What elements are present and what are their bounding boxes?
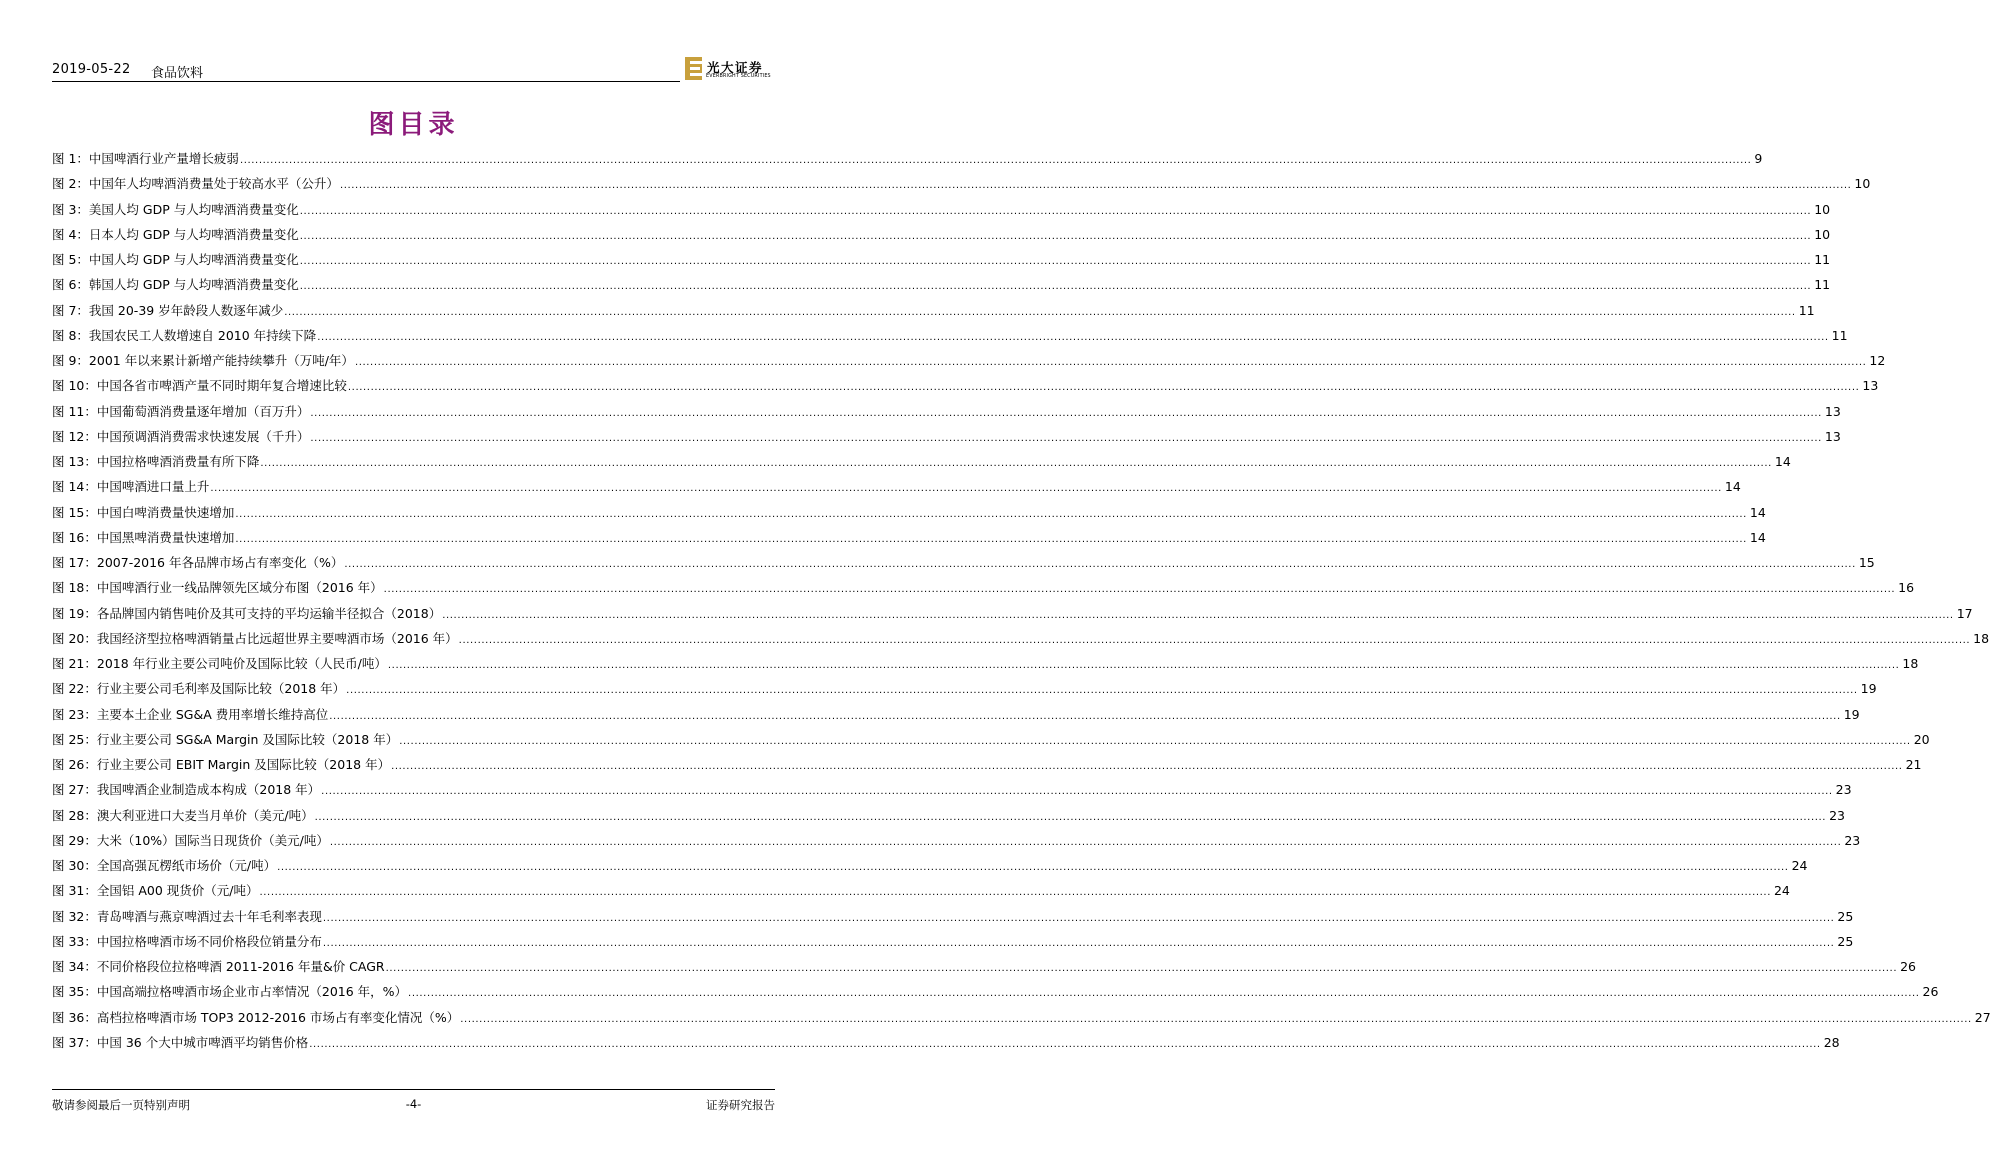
toc-entry-label: 图 27：我国啤酒企业制造成本构成（2018 年） — [52, 782, 321, 798]
toc-entry-label: 图 28：澳大利亚进口大麦当月单价（美元/吨） — [52, 807, 314, 823]
toc-dot-leader: ................................................................................................................................................................................................................................................................................................................................................................................................................ — [385, 963, 1898, 974]
toc-entry-page: 14 — [1749, 529, 1766, 545]
toc-entry-label: 图 22：行业主要公司毛利率及国际比较（2018 年） — [52, 681, 346, 697]
logo-chinese-name: 光大证券 — [707, 60, 764, 75]
toc-entry[interactable] — [52, 503, 1766, 528]
toc-entry-page: 9 — [1754, 151, 1763, 166]
toc-dot-leader: ................................................................................................................................................................................................................................................................................................................................................................................................................ — [322, 912, 1835, 924]
toc-entry[interactable] — [52, 275, 1831, 300]
toc-entry-page: 10 — [1814, 201, 1831, 217]
toc-entry-label: 图 1：中国啤酒行业产量增长疲弱 — [52, 151, 239, 166]
toc-entry-label: 图 8：我国农民工人数增速自 2010 年持续下降 — [52, 327, 317, 343]
toc-entry-label: 图 9：2001 年以来累计新增产能持续攀升（万吨/年） — [52, 353, 354, 368]
toc-entry-label: 图 23：主要本土企业 SG&A 费用率增长维持高位 — [52, 706, 329, 722]
toc-entry-label: 图 7：我国 20-39 岁年龄段人数逐年减少 — [52, 302, 284, 318]
toc-entry[interactable] — [52, 730, 1930, 755]
toc-entry[interactable] — [52, 705, 1860, 730]
toc-entry-page: 19 — [1860, 681, 1877, 697]
toc-dot-leader: ................................................................................................................................................................................................................................................................................................................................................................................................................ — [329, 836, 1842, 848]
toc-dot-leader: ................................................................................................................................................................................................................................................................................................................................................................................................................ — [277, 862, 1789, 873]
toc-entry-label: 图 35：中国高端拉格啤酒市场企业市占率情况（2016 年，%） — [52, 984, 408, 1000]
toc-dot-leader: ................................................................................................................................................................................................................................................................................................................................................................................................................ — [383, 584, 1896, 596]
toc-entry-label: 图 5：中国人均 GDP 与人均啤酒消费量变化 — [52, 252, 299, 267]
toc-dot-leader: ................................................................................................................................................................................................................................................................................................................................................................................................................ — [408, 988, 1920, 1000]
toc-entry-label: 图 17：2007-2016 年各品牌市场占有率变化（%） — [52, 555, 344, 570]
toc-entry-label: 图 4：日本人均 GDP 与人均啤酒消费量变化 — [52, 226, 299, 242]
toc-entry-page: 18 — [1902, 656, 1919, 671]
toc-dot-leader: ................................................................................................................................................................................................................................................................................................................................................................................................................ — [210, 483, 1722, 495]
toc-entry[interactable] — [52, 679, 1877, 704]
toc-entry-label: 图 6：韩国人均 GDP 与人均啤酒消费量变化 — [52, 277, 299, 293]
toc-entry-page: 14 — [1749, 504, 1766, 520]
toc-entry[interactable] — [52, 427, 1841, 452]
toc-entry[interactable] — [52, 326, 1848, 351]
toc-entry[interactable] — [52, 351, 1886, 376]
toc-entry-label: 图 21：2018 年行业主要公司吨价及国际比较（人民币/吨） — [52, 656, 387, 671]
footer-report-type: 证券研究报告 — [706, 1098, 775, 1112]
toc-entry-page: 26 — [1922, 984, 1939, 1000]
toc-entry[interactable] — [52, 174, 1871, 199]
logo-english-name: EVERBRIGHT SECURITIES — [706, 74, 771, 79]
toc-entry[interactable] — [52, 780, 1852, 805]
toc-entry-label: 图 12：中国预调酒消费需求快速发展（千升） — [52, 428, 310, 444]
toc-entry-page: 13 — [1824, 403, 1841, 419]
toc-entry-label: 图 33：中国拉格啤酒市场不同价格段位销量分布 — [52, 933, 322, 949]
toc-entry-page: 26 — [1900, 959, 1917, 974]
toc-entry[interactable] — [52, 301, 1815, 326]
toc-entry-page: 13 — [1862, 378, 1879, 394]
toc-dot-leader: ................................................................................................................................................................................................................................................................................................................................................................................................................ — [317, 331, 1829, 343]
toc-dot-leader: ................................................................................................................................................................................................................................................................................................................................................................................................................ — [346, 685, 1858, 697]
toc-dot-leader: ................................................................................................................................................................................................................................................................................................................................................................................................................ — [399, 735, 1911, 747]
toc-entry[interactable] — [52, 553, 1875, 578]
everbright-logo-mark-icon — [685, 57, 702, 80]
toc-entry-label: 图 2：中国年人均啤酒消费量处于较高水平（公升） — [52, 176, 339, 192]
toc-dot-leader: ................................................................................................................................................................................................................................................................................................................................................................................................................ — [309, 1038, 1821, 1050]
toc-entry[interactable] — [52, 932, 1854, 957]
toc-entry-page: 11 — [1831, 327, 1848, 343]
toc-entry-page: 13 — [1824, 428, 1841, 444]
toc-entry-page: 10 — [1814, 226, 1831, 242]
toc-entry-label: 图 18：中国啤酒行业一线品牌领先区域分布图（2016 年） — [52, 580, 383, 596]
toc-entry[interactable] — [52, 250, 1831, 275]
toc-entry[interactable] — [52, 629, 1990, 654]
toc-entry[interactable] — [52, 578, 1915, 603]
footer-page-number: -4- — [405, 1097, 422, 1111]
toc-entry[interactable] — [52, 982, 1939, 1007]
toc-entry-page: 17 — [1956, 605, 1973, 621]
toc-entry-label: 图 31：全国铝 A00 现货价（元/吨） — [52, 883, 259, 899]
footer-rule — [52, 1089, 775, 1090]
toc-entry-page: 23 — [1835, 782, 1852, 798]
toc-entry-page: 11 — [1798, 302, 1815, 318]
toc-entry-page: 21 — [1905, 757, 1922, 772]
toc-entry[interactable] — [52, 755, 1922, 780]
toc-dot-leader: ................................................................................................................................................................................................................................................................................................................................................................................................................ — [235, 533, 1747, 545]
toc-entry-label: 图 37：中国 36 个大中城市啤酒平均销售价格 — [52, 1034, 309, 1050]
toc-entry[interactable] — [52, 957, 1917, 982]
toc-dot-leader: ................................................................................................................................................................................................................................................................................................................................................................................................................ — [299, 205, 1812, 217]
toc-entry-page: 28 — [1823, 1034, 1840, 1050]
toc-dot-leader: ................................................................................................................................................................................................................................................................................................................................................................................................................ — [460, 1013, 1972, 1025]
page-title: 图目录 — [368, 110, 459, 140]
toc-entry-label: 图 29：大米（10%）国际当日现货价（美元/吨） — [52, 832, 329, 848]
toc-entry-page: 15 — [1858, 555, 1875, 570]
toc-entry-label: 图 19：各品牌国内销售吨价及其可支持的平均运输半径拟合（2018） — [52, 605, 442, 621]
toc-entry[interactable] — [52, 881, 1790, 906]
toc-entry-label: 图 14：中国啤酒进口量上升 — [52, 479, 210, 495]
toc-entry-label: 图 10：中国各省市啤酒产量不同时期年复合增速比较 — [52, 378, 347, 394]
toc-entry[interactable] — [52, 831, 1861, 856]
toc-dot-leader: ................................................................................................................................................................................................................................................................................................................................................................................................................ — [387, 660, 1900, 671]
toc-entry-page: 19 — [1843, 706, 1860, 722]
toc-dot-leader: ................................................................................................................................................................................................................................................................................................................................................................................................................ — [458, 634, 1971, 646]
toc-dot-leader: ................................................................................................................................................................................................................................................................................................................................................................................................................ — [442, 609, 1954, 621]
toc-entry-page: 23 — [1829, 807, 1845, 823]
toc-entry-page: 18 — [1973, 630, 1990, 646]
toc-entry-label: 图 16：中国黑啤消费量快速增加 — [52, 529, 235, 545]
toc-entry[interactable] — [52, 654, 1919, 679]
toc-dot-leader: ................................................................................................................................................................................................................................................................................................................................................................................................................ — [322, 937, 1835, 949]
figure-table-of-contents — [52, 149, 1991, 1058]
toc-dot-leader: ................................................................................................................................................................................................................................................................................................................................................................................................................ — [314, 811, 1827, 823]
toc-dot-leader: ................................................................................................................................................................................................................................................................................................................................................................................................................ — [284, 306, 1796, 318]
toc-entry[interactable] — [52, 806, 1845, 831]
toc-entry[interactable] — [52, 200, 1831, 225]
header-rule — [52, 81, 680, 82]
toc-dot-leader: ................................................................................................................................................................................................................................................................................................................................................................................................................ — [329, 710, 1841, 722]
toc-entry-page: 10 — [1854, 176, 1871, 192]
toc-entry-page: 25 — [1837, 933, 1854, 949]
toc-entry-label: 图 13：中国拉格啤酒消费量有所下降 — [52, 454, 260, 469]
toc-entry-label: 图 25：行业主要公司 SG&A Margin 及国际比较（2018 年） — [52, 731, 399, 747]
toc-entry[interactable] — [52, 856, 1808, 881]
toc-entry-page: 16 — [1898, 580, 1915, 596]
toc-entry[interactable] — [52, 149, 1763, 174]
toc-dot-leader: ................................................................................................................................................................................................................................................................................................................................................................................................................ — [321, 786, 1833, 798]
toc-dot-leader: ................................................................................................................................................................................................................................................................................................................................................................................................................ — [259, 887, 1771, 899]
toc-entry-page: 24 — [1791, 858, 1808, 873]
report-date: 2019-05-22 — [52, 62, 131, 77]
footer-disclaimer: 敬请参阅最后一页特别声明 — [52, 1098, 190, 1112]
toc-dot-leader: ................................................................................................................................................................................................................................................................................................................................................................................................................ — [391, 761, 1903, 772]
toc-entry-label: 图 11：中国葡萄酒消费量逐年增加（百万升） — [52, 403, 310, 419]
toc-entry-label: 图 20：我国经济型拉格啤酒销量占比远超世界主要啤酒市场（2016 年） — [52, 630, 458, 646]
toc-entry[interactable] — [52, 477, 1741, 502]
toc-dot-leader: ................................................................................................................................................................................................................................................................................................................................................................................................................ — [299, 281, 1812, 293]
page-header — [52, 56, 775, 82]
toc-dot-leader: ................................................................................................................................................................................................................................................................................................................................................................................................................ — [299, 230, 1812, 242]
toc-entry[interactable] — [52, 225, 1831, 250]
toc-entry-page: 14 — [1774, 454, 1791, 469]
toc-dot-leader: ................................................................................................................................................................................................................................................................................................................................................................................................................ — [347, 382, 1860, 394]
toc-entry[interactable] — [52, 907, 1854, 932]
toc-dot-leader: ................................................................................................................................................................................................................................................................................................................................................................................................................ — [235, 508, 1747, 520]
toc-entry[interactable] — [52, 528, 1766, 553]
toc-entry[interactable] — [52, 452, 1791, 477]
toc-entry-label: 图 15：中国白啤消费量快速增加 — [52, 504, 235, 520]
toc-dot-leader: ................................................................................................................................................................................................................................................................................................................................................................................................................ — [354, 357, 1867, 368]
toc-dot-leader: ................................................................................................................................................................................................................................................................................................................................................................................................................ — [339, 180, 1852, 192]
page-footer — [52, 1097, 775, 1115]
toc-entry-page: 11 — [1814, 277, 1831, 293]
toc-entry-page: 27 — [1974, 1009, 1991, 1025]
toc-entry-label: 图 26：行业主要公司 EBIT Margin 及国际比较（2018 年） — [52, 757, 391, 772]
toc-dot-leader: ................................................................................................................................................................................................................................................................................................................................................................................................................ — [310, 432, 1822, 444]
toc-entry[interactable] — [52, 604, 1973, 629]
toc-entry-label: 图 3：美国人均 GDP 与人均啤酒消费量变化 — [52, 201, 299, 217]
toc-entry-label: 图 32：青岛啤酒与燕京啤酒过去十年毛利率表现 — [52, 908, 322, 924]
toc-entry-page: 20 — [1913, 731, 1930, 747]
toc-entry-page: 14 — [1724, 479, 1741, 495]
toc-entry[interactable] — [52, 402, 1841, 427]
toc-entry[interactable] — [52, 1008, 1991, 1033]
toc-entry-page: 25 — [1837, 908, 1854, 924]
toc-entry-label: 图 34：不同价格段位拉格啤酒 2011-2016 年量&价 CAGR — [52, 959, 385, 974]
toc-entry-label: 图 30：全国高强瓦楞纸市场价（元/吨） — [52, 858, 277, 873]
toc-dot-leader: ................................................................................................................................................................................................................................................................................................................................................................................................................ — [260, 458, 1772, 469]
toc-entry[interactable] — [52, 1033, 1840, 1058]
toc-entry[interactable] — [52, 376, 1879, 401]
toc-dot-leader: ................................................................................................................................................................................................................................................................................................................................................................................................................ — [239, 155, 1752, 166]
report-sector: 食品饮料 — [151, 66, 204, 81]
toc-dot-leader: ................................................................................................................................................................................................................................................................................................................................................................................................................ — [310, 407, 1822, 419]
toc-dot-leader: ................................................................................................................................................................................................................................................................................................................................................................................................................ — [344, 559, 1856, 570]
toc-entry-page: 24 — [1773, 883, 1790, 899]
toc-entry-page: 12 — [1869, 353, 1886, 368]
toc-entry-label: 图 36：高档拉格啤酒市场 TOP3 2012-2016 市场占有率变化情况（%） — [52, 1009, 460, 1025]
toc-entry-page: 23 — [1844, 832, 1861, 848]
toc-dot-leader: ................................................................................................................................................................................................................................................................................................................................................................................................................ — [299, 256, 1812, 267]
toc-entry-page: 11 — [1814, 252, 1831, 267]
everbright-logo — [685, 56, 775, 84]
